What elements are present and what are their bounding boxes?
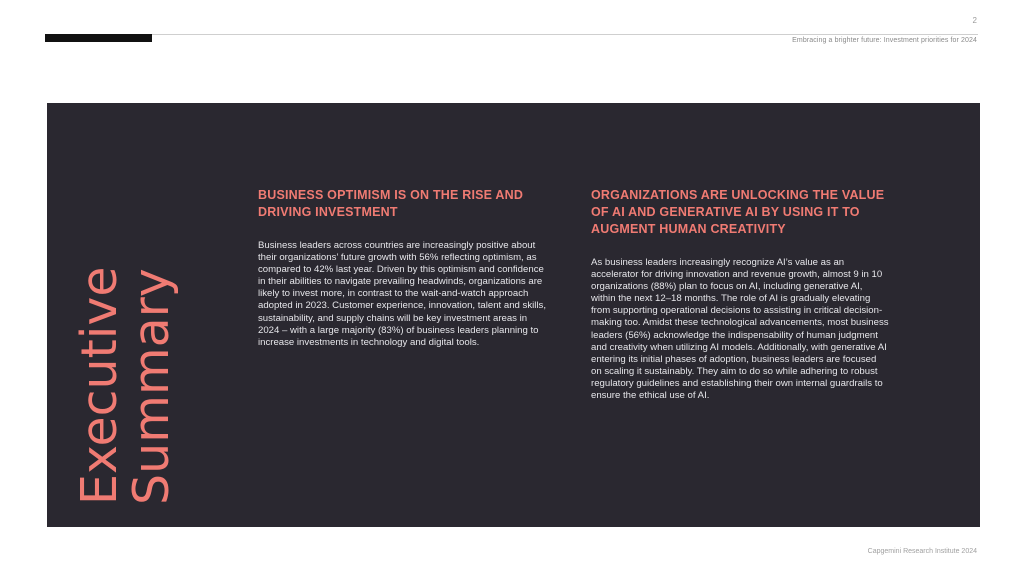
- section-title-line-2: Summary: [123, 268, 180, 505]
- header-accent-bar: [45, 34, 152, 42]
- header-rule: [152, 34, 978, 35]
- column-body: Business leaders across countries are increasingly positive about their organizations’ future growth with 56% reflecting optimism, as compared to 42% last year. Driven by this optimism and confidence in their abilities to navigate prevailing headwinds, organizations are likely to invest more, in contrast to the wait-and-watch approach adopted in 2023. Customer experience, innovation, talent and skills, sustainability, and supply chains will be key investment areas in 2024 – with a large majority (83%) of business leaders planning to increase investments in technology and digital tools.: [258, 240, 546, 348]
- page-number: 2: [972, 16, 977, 25]
- summary-column-optimism: [258, 187, 558, 349]
- section-title: [71, 266, 180, 505]
- section-title-line-1: Executive: [71, 266, 128, 505]
- running-header: Embracing a brighter future: Investment priorities for 2024: [792, 37, 977, 44]
- footer-credit: Capgemini Research Institute 2024: [867, 548, 977, 555]
- summary-column-ai: [591, 187, 891, 402]
- column-heading: BUSINESS OPTIMISM IS ON THE RISE AND DRIVING INVESTMENT: [258, 188, 524, 219]
- column-heading: ORGANIZATIONS ARE UNLOCKING THE VALUE OF AI AND GENERATIVE AI BY USING IT TO AUGMENT HUMAN CREATIVITY: [591, 188, 885, 236]
- column-body: As business leaders increasingly recognize AI’s value as an accelerator for driving innovation and revenue growth, almost 9 in 10 organizations (88%) plan to focus on AI, including generative AI, within the next 12–18 months. The role of AI is gradually elevating from supporting operational decisions to assisting in critical decision-making too. Amidst these technological advancements, most business leaders (56%) acknowledge the indispensability of human judgment and creativity when utilizing AI models. Additionally, with generative AI entering its initial phases of adoption, business leaders are focused on scaling it sustainably. They aim to do so while adhering to robust regulatory guidelines and establishing their own internal guardrails to ensure the ethical use of AI.: [591, 257, 889, 402]
